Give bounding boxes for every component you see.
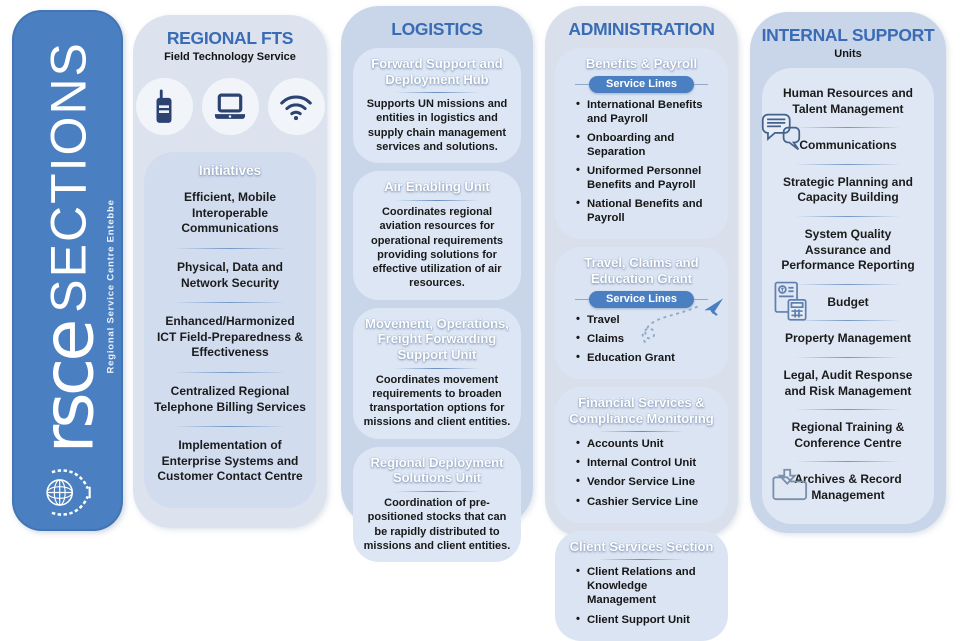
column-internal-support [750,12,946,533]
admin-card-client-services [555,531,728,641]
service-line-item: • Uniformed Personnel Benefits and Payroll [576,164,718,192]
column-title: ADMINISTRATION [568,19,715,39]
rsce-sections-banner [12,10,123,531]
support-unit-label: Communications [799,138,897,153]
service-lines-row [575,76,708,93]
admin-card-travel-claims [555,247,728,379]
column-title: LOGISTICS [391,19,483,39]
divider [395,92,478,93]
service-line-item: • Travel [576,313,718,327]
internal-support-card [762,68,934,524]
support-unit-row [774,76,922,127]
fts-icon-row [133,78,327,135]
support-unit-row [774,410,922,461]
initiative-item: Implementation of Enterprise Systems and Customer Contact Centre [157,438,303,484]
support-unit-row [774,217,922,284]
column-administration [545,6,738,626]
service-line-item: • International Benefits and Payroll [576,98,718,126]
column-subtitle: Units [834,48,862,60]
service-line-item: • Client Support Unit [576,613,718,627]
column-logistics [341,6,533,552]
service-line-item: • Accounts Unit [576,437,718,451]
radio-icon [136,78,193,135]
initiative-item: Efficient, Mobile Interoperable Communications [181,190,279,236]
unit-card-forward-support [353,48,521,163]
divider [598,559,685,560]
divider [598,431,685,432]
rsce-logo-text: rsce [26,322,109,453]
pill-line [575,299,589,300]
service-line-item: • Vendor Service Line [576,475,718,489]
support-unit-label: Archives & Record Management [794,472,902,502]
service-line-item: • Claims [576,332,718,346]
support-unit-row [774,462,922,513]
pill-line [575,84,589,85]
column-regional-fts [133,15,327,528]
service-lines-list [576,565,718,626]
service-lines-list [576,98,718,226]
divider [395,200,478,201]
admin-card-title: Travel, Claims and Education Grant [584,255,699,287]
service-lines-pill: Service Lines [589,291,694,308]
service-lines-list [576,437,718,508]
admin-card-title: Client Services Section [569,538,714,554]
initiative-item: Physical, Data and Network Security [176,259,284,290]
admin-card-benefits-payroll [555,48,728,239]
service-line-item: • Cashier Service Line [576,495,718,509]
support-unit-label: Budget [827,294,869,309]
banner-subtitle: Regional Service Centre Entebbe [105,198,116,373]
support-unit-row [774,321,922,357]
unit-title: Forward Support and Deployment Hub [371,56,503,87]
service-line-item: • Client Relations and Knowledge Management [576,565,718,607]
pill-line [694,84,708,85]
unit-card-regional-deployment [353,447,521,562]
support-unit-row [774,165,922,216]
unit-title: Regional Deployment Solutions Unit [370,454,504,486]
un-emblem-icon [36,463,99,521]
unit-card-air-enabling [353,171,521,299]
plane-icon [636,291,724,354]
column-subtitle: Field Technology Service [164,51,296,63]
divider [395,491,478,492]
budget-calculator-icon [772,278,810,327]
support-unit-label: Human Resources and Talent Management [782,86,914,116]
initiative-item: Centralized Regional Telephone Billing Services [154,383,306,414]
admin-card-title: Financial Services & Compliance Monitoring [569,394,714,426]
wifi-icon [268,78,325,135]
unit-description: Coordination of pre-positioned stocks that can be rapidly distributed to missions and client entities. [363,496,511,552]
admin-card-title: Benefits & Payroll [585,56,698,71]
support-unit-label: Regional Training & Conference Centre [791,420,905,450]
service-line-item: • Internal Control Unit [576,456,718,470]
unit-card-movement-operations [353,308,521,439]
laptop-icon [202,78,259,135]
support-unit-label: Strategic Planning and Capacity Building [782,174,914,205]
support-unit-row [774,358,922,409]
service-line-item: • Onboarding and Separation [576,131,718,159]
unit-description: Coordinates movement requirements to broaden transportation options for missions and client entities. [363,373,511,429]
divider [395,368,478,369]
column-title: REGIONAL FTS [166,28,294,48]
banner-rotated-content [12,10,123,531]
banner-title: SECTIONS [39,40,96,313]
support-unit-label: Property Management [784,331,912,346]
service-line-item: • Education Grant [576,351,718,365]
support-unit-label: System Quality Assurance and Performance Reporting [781,226,915,273]
unit-title: Movement, Operations, Freight Forwarding Support Unit [365,315,509,362]
service-line-item: • National Benefits and Payroll [576,197,718,225]
support-unit-label: Legal, Audit Response and Risk Management [783,367,913,398]
column-title: INTERNAL SUPPORT [761,25,935,45]
service-lines-pill: Service Lines [589,76,694,93]
unit-title: Air Enabling Unit [384,179,490,195]
admin-card-financial-services [555,387,728,523]
unit-description: Coordinates regional aviation resources for operational requirements providing solutions for effective utilization of air resources. [370,205,504,290]
support-unit-row [774,128,922,164]
unit-description: Supports UN missions and entities in logistics and supply chain management services and solutions. [366,98,508,154]
initiatives-title: Initiatives [198,163,262,178]
initiative-item: Enhanced/Harmonized ICT Field-Preparedness & Effectiveness [156,314,304,360]
support-unit-row [774,285,922,321]
initiatives-card [144,152,316,508]
